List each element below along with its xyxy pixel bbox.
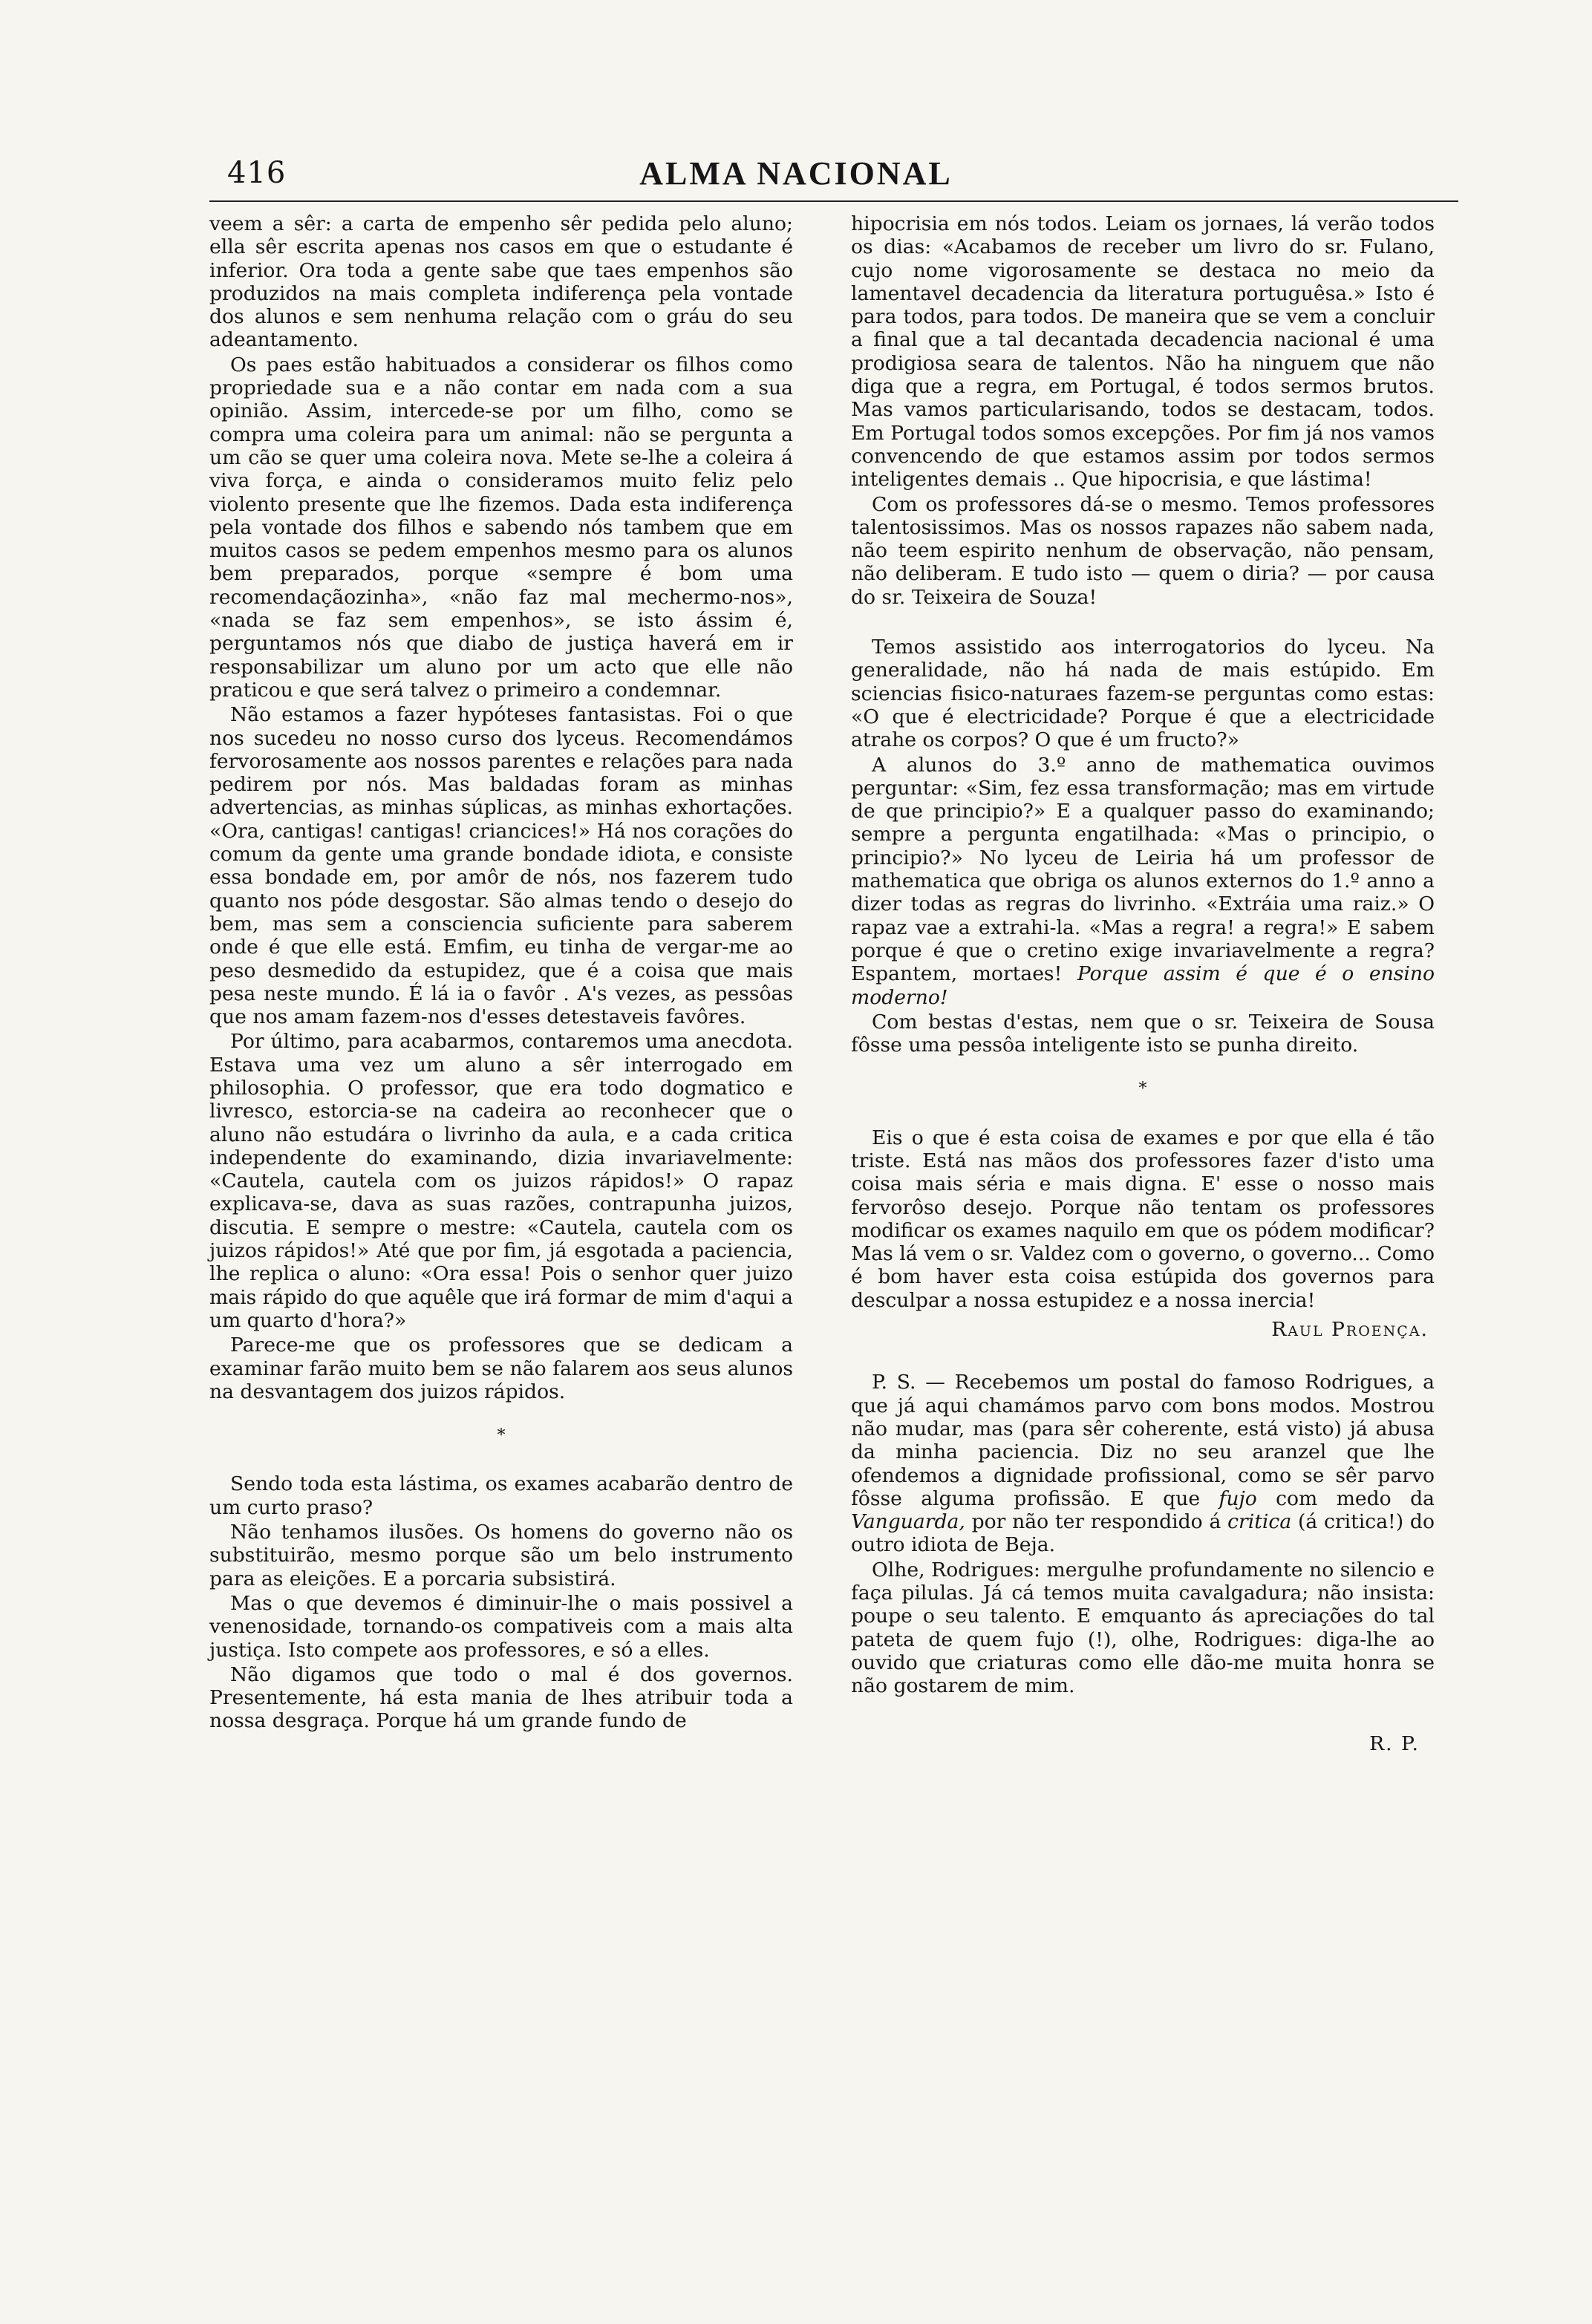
paragraph: Temos assistido aos interrogatorios do lyceu. Na generalidade, não há nada de mais estúpido. Em sciencias fisico-naturaes fazem-se perguntas como estas: «O que é electricidade? Porque é que a electricidade atrahe os corpos? O que é um fructo?» — [851, 636, 1435, 752]
paragraph-text: A alunos do 3.º anno de mathematica ouvimos perguntar: «Sim, fez essa transformação; mas em virtude de que principio?» E a qualquer passo do examinando; sempre a pergunta engatilhada: «Mas o principio, o principio?» No lyceu de Leiria há um professor de mathematica que obriga os alunos externos do 1.º anno a dizer todas as regras do livrinho. «Extráia uma raiz.» O rapaz vae a extrahi-la. «Mas a regra! a regra!» E sabem porque é que o cretino exige invariavelmente a regra? Espantem, mortaes! — [851, 753, 1435, 986]
left-column — [209, 212, 793, 1734]
section-separator: * — [497, 1426, 506, 1446]
paragraph: Por último, para acabarmos, contaremos uma anecdota. Estava uma vez um aluno a sêr interrogado em philosophia. O professor, que era todo dogmatico e livresco, estorcia-se na cadeira ao reconhecer que o aluno não estudára o livrinho da aula, e a cada critica independente do examinando, dizia invariavelmente: «Cautela, cautela com os juizos rápidos!» O rapaz explicava-se, dava as suas razões, contrapunha juizos, discutia. E sempre o mestre: «Cautela, cautela com os juizos rápidos!» Até que por fim, já esgotada a paciencia, lhe replica o aluno: «Ora essa! Pois o senhor quer juizo mais rápido do que aquêle que irá formar de mim d'aqui a um quarto d'hora?» — [209, 1030, 793, 1332]
italic-word: fujo — [1219, 1486, 1257, 1510]
postscript-text: P. S. — Recebemos um postal do famoso Rodrigues, a que já aqui chamámos parvo com bons modos. Mostrou não mudar, mas (para sêr coherente, está visto) já abusa da minha paciencia. Diz no seu aranzel que lhe ofendemos a dignidade profissional, como se sêr parvo fôsse alguma profissão. E que — [851, 1371, 1435, 1510]
running-title: ALMA NACIONAL — [639, 155, 953, 192]
paragraph: Sendo toda esta lástima, os exames acabarão dentro de um curto praso? — [209, 1472, 793, 1519]
section-separator: * — [1138, 1080, 1147, 1099]
paragraph: Não digamos que todo o mal é dos governos. Presentemente, há esta mania de lhes atribuir toda a nossa desgraça. Porque há um grande fundo de — [209, 1662, 793, 1733]
paragraph: Não estamos a fazer hypóteses fantasistas. Foi o que nos sucedeu no nosso curso dos lyceus. Recomendámos fervorosamente aos nossos parentes e relações para nada pedirem por nós. Mas baldadas foram as minhas advertencias, as minhas súplicas, as minhas exhortações. «Ora, cantigas! cantigas! criancices!» Há nos corações do comum da gente uma grande bondade idiota, e consiste essa bondade em, por amôr de nós, nos fazerem tudo quanto nos póde desgostar. São almas tendo o desejo do bem, mas sem a consciencia suficiente para saberem onde é que elle está. Emfim, eu tinha de vergar-me ao peso desmedido da estupidez, que é a coisa que mais pesa neste mundo. É lá ia o favôr . A's vezes, as pessôas que nos amam fazem-nos d'esses detestaveis favôres. — [209, 703, 793, 1029]
paragraph: Parece-me que os professores que se dedicam a examinar farão muito bem se não falarem aos seus alunos na desvantagem dos juizos rápidos. — [209, 1334, 793, 1403]
italic-word: critica — [1227, 1510, 1292, 1534]
header-rule — [209, 200, 1458, 202]
paragraph: Com bestas d'estas, nem que o sr. Teixeira de Sousa fôsse uma pessôa inteligente isto se punha direito. — [851, 1010, 1435, 1057]
postscript-text: por não ter respondido á — [971, 1510, 1221, 1534]
postscript — [851, 1371, 1435, 1556]
paragraph: Mas o que devemos é diminuir-lhe o mais possivel a venenosidade, tornando-os compativeis com a mais alta justiça. Isto compete aos professores, e só a elles. — [209, 1591, 793, 1662]
paragraph: veem a sêr: a carta de empenho sêr pedida pelo aluno; ella sêr escrita apenas nos casos em que o estudante é inferior. Ora toda a gente sabe que taes empenhos são produzidos na mais completa indiferença pela vontade dos alunos e sem nenhuma relação com o gráu do seu adeantamento. — [209, 212, 793, 352]
postscript-text: com medo da — [1276, 1486, 1435, 1510]
paragraph: hipocrisia em nós todos. Leiam os jornaes, lá verão todos os dias: «Acabamos de receber um livro do sr. Fulano, cujo nome vigorosamente se destaca no meio da lamentavel decadencia da literatura portuguêsa.» Isto é para todos, para todos. De maneira que se vem a concluir a final que a tal decantada decadencia nacional é uma prodigiosa seara de talentos. Não ha ninguem que não diga que a regra, em Portugal, é todos sermos brutos. Mas vamos particularisando, todos se destacam, todos. Em Portugal todos somos excepções. Por fim já nos vamos convencendo de que estamos assim por todos sermos inteligentes demais .. Que hipocrisia, e que lástima! — [851, 212, 1435, 492]
author-initials: R. P. — [1369, 1731, 1420, 1755]
paragraph: Olhe, Rodrigues: mergulhe profundamente no silencio e faça pilulas. Já cá temos muita cavalgadura; não insista: poupe o seu talento. E emquanto ás apreciações do tal pateta de quem fujo (!), olhe, Rodrigues: diga-lhe ao ouvido que criaturas como elle dão-me muita honra se não gostarem de mim. — [851, 1558, 1435, 1698]
section-gap — [851, 610, 1435, 636]
paragraph — [851, 754, 1435, 1009]
italic-phrase: Porque assim é que é o ensino moderno! — [851, 962, 1435, 1009]
right-column — [851, 212, 1435, 1755]
paragraph: Com os professores dá-se o mesmo. Temos professores talentosissimos. Mas os nossos rapazes não sabem nada, não teem espirito nenhum de observação, não pensam, não deliberam. E tudo isto — quem o diria? — por causa do sr. Teixeira de Souza! — [851, 492, 1435, 609]
paragraph: Não tenhamos ilusões. Os homens do governo não os substituirão, mesmo porque são um belo instrumento para as eleições. E a porcaria subsistirá. — [209, 1521, 793, 1590]
author-signature: Raul Proença. — [1271, 1318, 1429, 1342]
page-number: 416 — [227, 156, 287, 190]
paragraph: Eis o que é esta coisa de exames e por que ella é tão triste. Está nas mãos dos professores fazer d'isto uma coisa mais séria e mais digna. E' esse o nosso mais fervorôso desejo. Porque não tentam os professores modificar os exames naquilo em que os pódem modificar? Mas lá vem o sr. Valdez com o governo, o governo... Como é bom haver esta coisa estúpida dos governos para desculpar a nossa estupidez e a nossa inercia! — [851, 1126, 1435, 1312]
italic-word: Vanguarda, — [851, 1510, 965, 1534]
paragraph: Os paes estão habituados a considerar os filhos como propriedade sua e a não contar em nada com a sua opinião. Assim, intercede-se por um filho, como se compra uma coleira para um animal: não se pergunta a um cão se quer uma coleira nova. Mete se-lhe a coleira á viva força, e ainda o consideramos muito feliz pelo violento presente que lhe fizemos. Dada esta indiferença pela vontade dos filhos e sabendo nós tambem que em muitos casos se pedem empenhos mesmo para os alunos bem preparados, porque «sempre é bom uma recomendaçãozinha», «não faz mal mechermo-nos», «nada se faz sem empenhos», se isto ássim é, perguntamos nós que diabo de justiça haverá em ir responsabilizar um aluno por um acto que elle não praticou e que será talvez o primeiro a condemnar. — [209, 353, 793, 702]
postscript-text: (á critica!) do outro idiota de Beja. — [851, 1510, 1435, 1557]
